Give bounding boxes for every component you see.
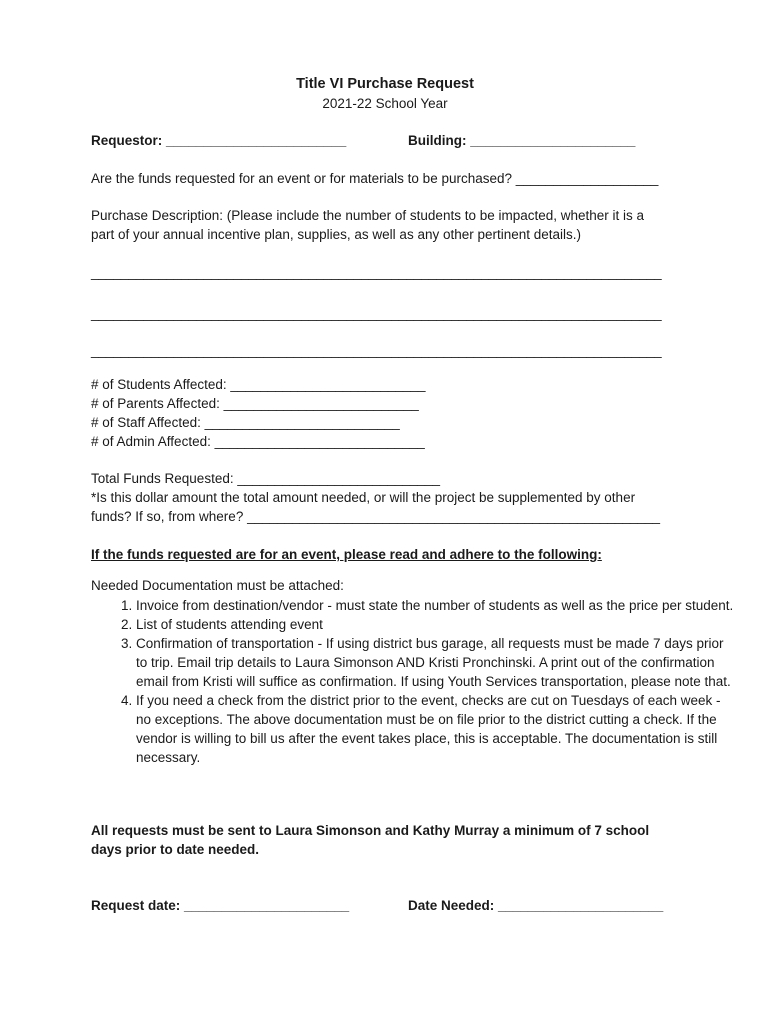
description-line-1: Purchase Description: (Please include the number of students to be impacted, whether it is a <box>91 208 645 223</box>
date-needed-field[interactable]: Date Needed: ______________________ <box>408 898 664 913</box>
list-item: 4. If you need a check from the district prior to the event, checks are cut on Tuesdays of each week - no exceptions. The above documentation must be on file prior to the district cutting a check. If the vendor is willing to bill us after the event takes place, this is acceptable. The documentation is still necessary. <box>136 691 734 767</box>
request-date-field[interactable]: Request date: ______________________ <box>91 898 350 913</box>
documentation-list <box>91 596 734 767</box>
notice-line-1: All requests must be sent to Laura Simonson and Kathy Murray a minimum of 7 school <box>91 823 650 838</box>
funds-question-field[interactable]: Are the funds requested for an event or for materials to be purchased? ___________________ <box>91 171 659 186</box>
total-funds-field[interactable]: Total Funds Requested: ___________________________ <box>91 471 441 486</box>
description-line-2: part of your annual incentive plan, supplies, as well as any other pertinent details.) <box>91 227 582 242</box>
description-blank-line-1[interactable]: ____________________________________________________________________________ <box>91 265 662 280</box>
requestor-field[interactable]: Requestor: ________________________ <box>91 133 347 148</box>
documentation-intro: Needed Documentation must be attached: <box>91 578 344 593</box>
page-title: Title VI Purchase Request <box>296 76 474 92</box>
supplement-question-line-1: *Is this dollar amount the total amount needed, or will the project be supplemented by other <box>91 490 636 505</box>
list-item: 3. Confirmation of transportation - If using district bus garage, all requests must be made 7 days prior to trip. Email trip details to Laura Simonson AND Kristi Pronchinski. A print out of the confirmation email from Kristi will suffice as confirmation. If using Youth Services transportation, please note that. <box>136 634 734 691</box>
school-year: 2021-22 School Year <box>322 96 448 111</box>
list-item: 2. List of students attending event <box>136 615 734 634</box>
notice-line-2: days prior to date needed. <box>91 842 260 857</box>
admin-affected-field[interactable]: # of Admin Affected: ____________________________ <box>91 434 425 449</box>
list-item: 1. Invoice from destination/vendor - must state the number of students as well as the price per student. <box>136 596 734 615</box>
description-blank-line-2[interactable]: ____________________________________________________________________________ <box>91 306 662 321</box>
supplement-question-line-2[interactable]: funds? If so, from where? _______________________________________________________ <box>91 509 661 524</box>
description-blank-line-3[interactable]: ____________________________________________________________________________ <box>91 343 662 358</box>
building-field[interactable]: Building: ______________________ <box>408 133 636 148</box>
staff-affected-field[interactable]: # of Staff Affected: __________________________ <box>91 415 400 430</box>
event-section-heading: If the funds requested are for an event, please read and adhere to the following: <box>91 547 602 562</box>
students-affected-field[interactable]: # of Students Affected: __________________________ <box>91 377 426 392</box>
parents-affected-field[interactable]: # of Parents Affected: __________________________ <box>91 396 419 411</box>
